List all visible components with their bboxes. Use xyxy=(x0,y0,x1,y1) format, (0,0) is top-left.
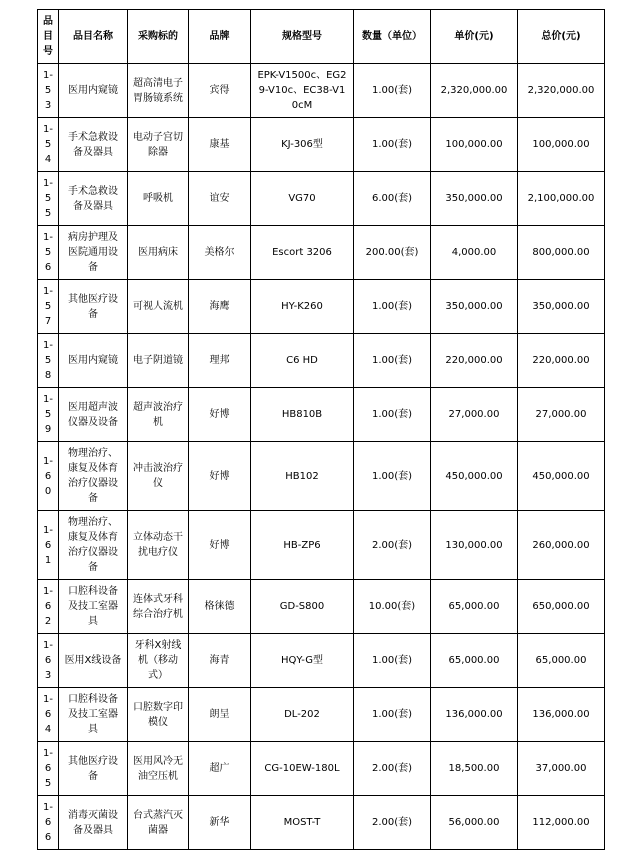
cell-model: VG70 xyxy=(251,172,354,226)
cell-qty: 1.00(套) xyxy=(354,280,431,334)
cell-target: 医用病床 xyxy=(128,226,189,280)
cell-target: 医用风冷无油空压机 xyxy=(128,742,189,796)
cell-model: HB810B xyxy=(251,388,354,442)
table-row xyxy=(38,172,605,226)
cell-qty: 1.00(套) xyxy=(354,118,431,172)
cell-name: 物理治疗、康复及体育治疗仪器设备 xyxy=(59,511,128,580)
cell-target: 呼吸机 xyxy=(128,172,189,226)
table-row xyxy=(38,442,605,511)
cell-brand: 海青 xyxy=(189,634,251,688)
cell-total-price: 136,000.00 xyxy=(518,688,605,742)
header-row xyxy=(38,10,605,64)
cell-name: 口腔科设备及技工室器具 xyxy=(59,688,128,742)
cell-target: 冲击波治疗仪 xyxy=(128,442,189,511)
cell-unit-price: 27,000.00 xyxy=(431,388,518,442)
table-row xyxy=(38,280,605,334)
cell-qty: 6.00(套) xyxy=(354,172,431,226)
header-target: 采购标的 xyxy=(128,10,189,64)
table-row xyxy=(38,634,605,688)
cell-model: HB102 xyxy=(251,442,354,511)
cell-target: 牙科X射线机（移动式） xyxy=(128,634,189,688)
header-unit-price: 单价(元) xyxy=(431,10,518,64)
table-body xyxy=(38,64,605,850)
cell-brand: 好博 xyxy=(189,511,251,580)
cell-unit-price: 65,000.00 xyxy=(431,580,518,634)
cell-unit-price: 56,000.00 xyxy=(431,796,518,850)
cell-model: GD-S800 xyxy=(251,580,354,634)
cell-brand: 海鹰 xyxy=(189,280,251,334)
cell-model: HB-ZP6 xyxy=(251,511,354,580)
cell-brand: 新华 xyxy=(189,796,251,850)
cell-item-no: 1-62 xyxy=(38,580,59,634)
cell-target: 立体动态干扰电疗仪 xyxy=(128,511,189,580)
cell-qty: 1.00(套) xyxy=(354,388,431,442)
cell-total-price: 37,000.00 xyxy=(518,742,605,796)
cell-total-price: 2,100,000.00 xyxy=(518,172,605,226)
cell-target: 电动子宫切除器 xyxy=(128,118,189,172)
cell-item-no: 1-58 xyxy=(38,334,59,388)
cell-unit-price: 350,000.00 xyxy=(431,280,518,334)
cell-name: 消毒灭菌设备及器具 xyxy=(59,796,128,850)
cell-total-price: 260,000.00 xyxy=(518,511,605,580)
cell-unit-price: 4,000.00 xyxy=(431,226,518,280)
cell-brand: 理邦 xyxy=(189,334,251,388)
cell-brand: 谊安 xyxy=(189,172,251,226)
cell-qty: 2.00(套) xyxy=(354,742,431,796)
table-row xyxy=(38,796,605,850)
cell-qty: 1.00(套) xyxy=(354,334,431,388)
cell-brand: 格徕德 xyxy=(189,580,251,634)
cell-name: 其他医疗设备 xyxy=(59,742,128,796)
cell-brand: 康基 xyxy=(189,118,251,172)
cell-total-price: 220,000.00 xyxy=(518,334,605,388)
cell-model: MOST-T xyxy=(251,796,354,850)
cell-model: CG-10EW-180L xyxy=(251,742,354,796)
cell-qty: 2.00(套) xyxy=(354,796,431,850)
cell-target: 超声波治疗机 xyxy=(128,388,189,442)
cell-target: 台式蒸汽灭菌器 xyxy=(128,796,189,850)
cell-unit-price: 65,000.00 xyxy=(431,634,518,688)
cell-total-price: 800,000.00 xyxy=(518,226,605,280)
cell-name: 医用超声波仪器及设备 xyxy=(59,388,128,442)
cell-qty: 1.00(套) xyxy=(354,442,431,511)
table-row xyxy=(38,742,605,796)
header-total-price: 总价(元) xyxy=(518,10,605,64)
cell-target: 电子阴道镜 xyxy=(128,334,189,388)
table-row xyxy=(38,688,605,742)
cell-unit-price: 350,000.00 xyxy=(431,172,518,226)
cell-brand: 超广 xyxy=(189,742,251,796)
cell-total-price: 27,000.00 xyxy=(518,388,605,442)
cell-model: DL-202 xyxy=(251,688,354,742)
table-row xyxy=(38,334,605,388)
cell-name: 手术急救设备及器具 xyxy=(59,172,128,226)
header-item-name: 品目名称 xyxy=(59,10,128,64)
cell-total-price: 112,000.00 xyxy=(518,796,605,850)
cell-item-no: 1-54 xyxy=(38,118,59,172)
cell-brand: 朗呈 xyxy=(189,688,251,742)
cell-unit-price: 220,000.00 xyxy=(431,334,518,388)
table-row xyxy=(38,511,605,580)
cell-item-no: 1-55 xyxy=(38,172,59,226)
cell-item-no: 1-65 xyxy=(38,742,59,796)
cell-target: 可视人流机 xyxy=(128,280,189,334)
cell-name: 物理治疗、康复及体育治疗仪器设备 xyxy=(59,442,128,511)
cell-item-no: 1-64 xyxy=(38,688,59,742)
cell-model: KJ-306型 xyxy=(251,118,354,172)
cell-name: 手术急救设备及器具 xyxy=(59,118,128,172)
table-row xyxy=(38,580,605,634)
cell-qty: 1.00(套) xyxy=(354,634,431,688)
header-quantity: 数量（单位） xyxy=(354,10,431,64)
cell-unit-price: 136,000.00 xyxy=(431,688,518,742)
cell-item-no: 1-60 xyxy=(38,442,59,511)
cell-total-price: 650,000.00 xyxy=(518,580,605,634)
table-row xyxy=(38,388,605,442)
cell-item-no: 1-59 xyxy=(38,388,59,442)
cell-qty: 1.00(套) xyxy=(354,64,431,118)
cell-model: EPK-V1500c、EG29-V10c、EC38-V10cM xyxy=(251,64,354,118)
table-row xyxy=(38,226,605,280)
cell-qty: 10.00(套) xyxy=(354,580,431,634)
cell-target: 口腔数字印模仪 xyxy=(128,688,189,742)
cell-name: 病房护理及医院通用设备 xyxy=(59,226,128,280)
cell-target: 连体式牙科综合治疗机 xyxy=(128,580,189,634)
procurement-table xyxy=(37,9,605,850)
table-row xyxy=(38,118,605,172)
header-brand: 品牌 xyxy=(189,10,251,64)
cell-name: 医用内窥镜 xyxy=(59,64,128,118)
cell-qty: 200.00(套) xyxy=(354,226,431,280)
cell-model: HQY-G型 xyxy=(251,634,354,688)
cell-unit-price: 18,500.00 xyxy=(431,742,518,796)
cell-unit-price: 450,000.00 xyxy=(431,442,518,511)
cell-qty: 1.00(套) xyxy=(354,688,431,742)
table-row xyxy=(38,64,605,118)
cell-total-price: 350,000.00 xyxy=(518,280,605,334)
cell-item-no: 1-61 xyxy=(38,511,59,580)
cell-name: 医用内窥镜 xyxy=(59,334,128,388)
cell-name: 医用X线设备 xyxy=(59,634,128,688)
cell-item-no: 1-56 xyxy=(38,226,59,280)
cell-item-no: 1-57 xyxy=(38,280,59,334)
cell-total-price: 65,000.00 xyxy=(518,634,605,688)
cell-unit-price: 2,320,000.00 xyxy=(431,64,518,118)
header-model: 规格型号 xyxy=(251,10,354,64)
cell-total-price: 2,320,000.00 xyxy=(518,64,605,118)
cell-item-no: 1-66 xyxy=(38,796,59,850)
cell-item-no: 1-63 xyxy=(38,634,59,688)
cell-name: 其他医疗设备 xyxy=(59,280,128,334)
header-item-no: 品目号 xyxy=(38,10,59,64)
cell-unit-price: 130,000.00 xyxy=(431,511,518,580)
cell-brand: 宾得 xyxy=(189,64,251,118)
cell-item-no: 1-53 xyxy=(38,64,59,118)
cell-brand: 美格尔 xyxy=(189,226,251,280)
cell-model: Escort 3206 xyxy=(251,226,354,280)
cell-unit-price: 100,000.00 xyxy=(431,118,518,172)
cell-model: C6 HD xyxy=(251,334,354,388)
cell-target: 超高清电子胃肠镜系统 xyxy=(128,64,189,118)
cell-brand: 好博 xyxy=(189,442,251,511)
cell-model: HY-K260 xyxy=(251,280,354,334)
cell-qty: 2.00(套) xyxy=(354,511,431,580)
cell-total-price: 450,000.00 xyxy=(518,442,605,511)
cell-name: 口腔科设备及技工室器具 xyxy=(59,580,128,634)
cell-brand: 好博 xyxy=(189,388,251,442)
cell-total-price: 100,000.00 xyxy=(518,118,605,172)
